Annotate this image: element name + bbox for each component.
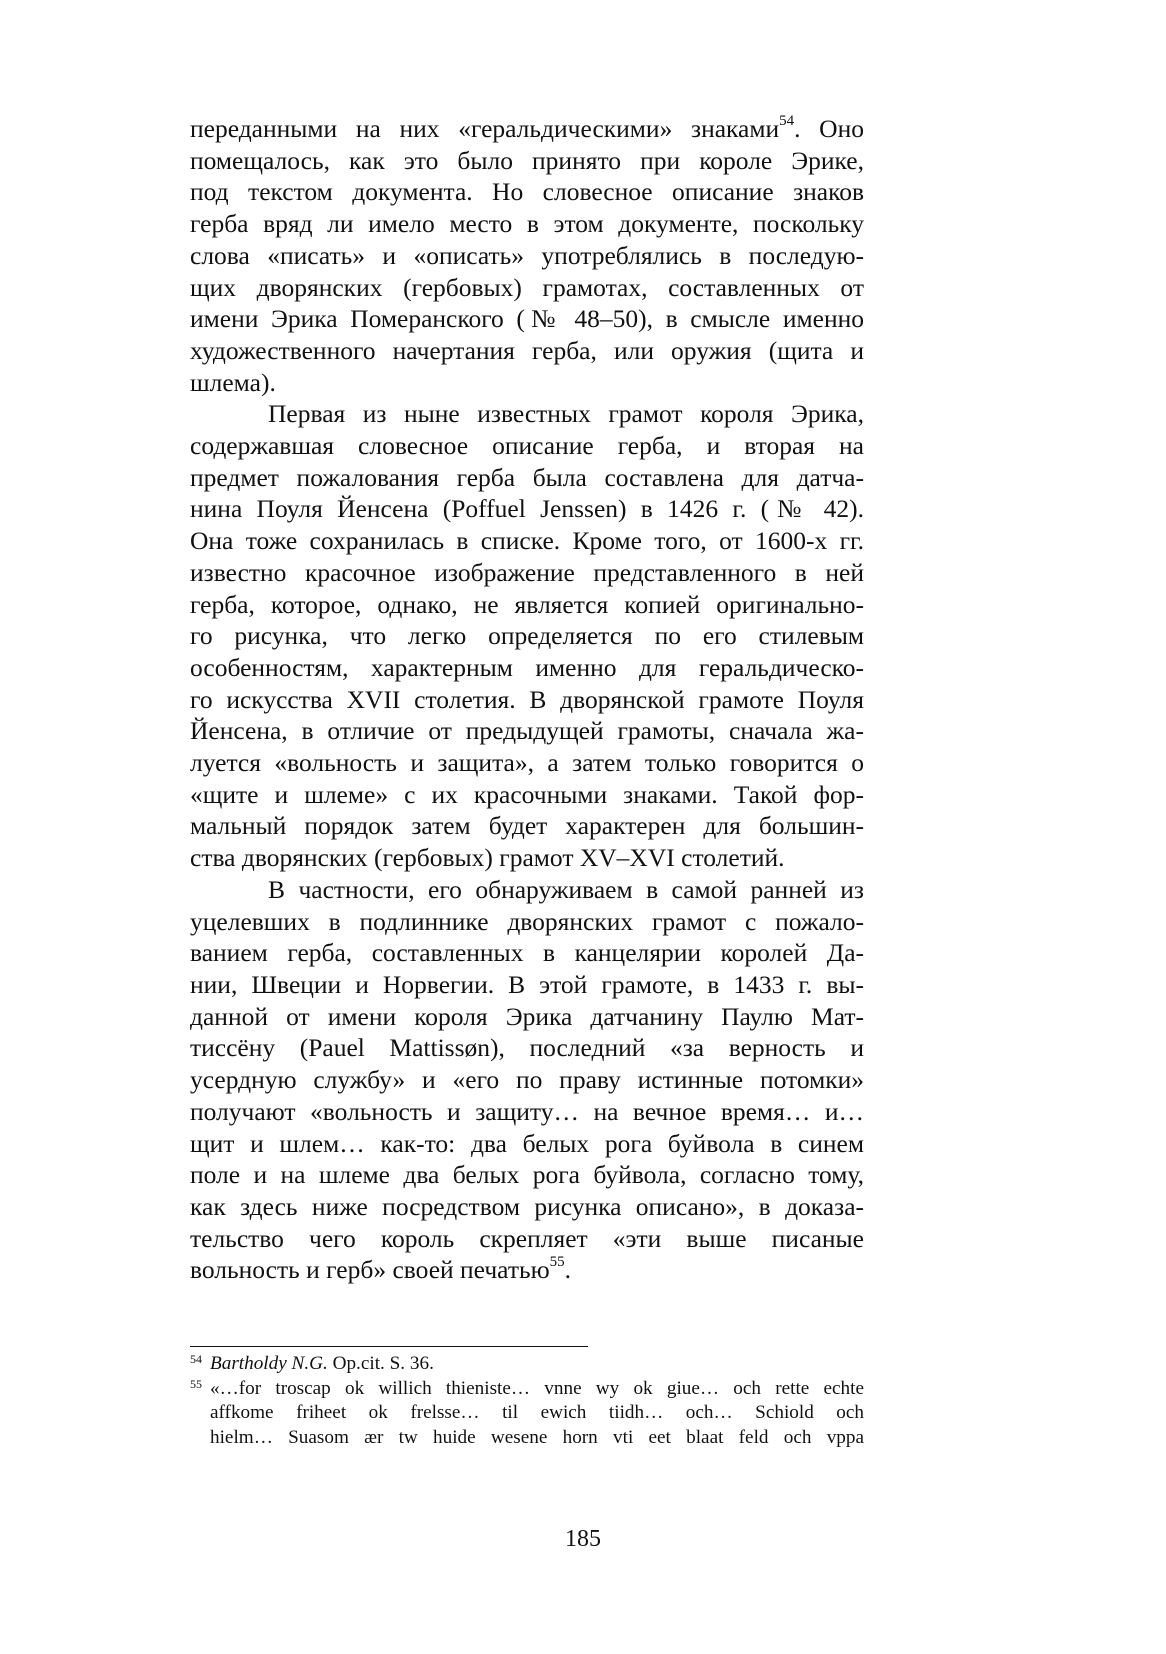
page-number: 185 bbox=[565, 1526, 601, 1552]
text-line: уцелевших в подлиннике дворянских грамот с пожало- bbox=[190, 906, 864, 936]
text-line: данной от имени короля Эрика датчанину Паулю Мат- bbox=[190, 1001, 864, 1031]
text-line: как здесь ниже посредством рисунка описано», в доказа- bbox=[190, 1191, 864, 1221]
text-line: герба вряд ли имело место в этом документе, поскольку bbox=[190, 209, 864, 239]
text-line: переданными на них «геральдическими» знаками$^{54}$. Оно bbox=[190, 112, 864, 143]
text-line: го рисунка, что легко определяется по его стилевым bbox=[190, 621, 864, 651]
text-line: вольность и герб» своей печатью$^{55}$. bbox=[190, 1253, 572, 1285]
text-line: тельство чего король скрепляет «эти выше писаные bbox=[190, 1223, 864, 1253]
footnote-line: hielm… Suasom ær tw huide wesene horn vti eet blaat feld och vppa bbox=[210, 1426, 864, 1448]
footnote-line: affkome friheet ok frelsse… til ewich tiidh… och… Schiold och bbox=[210, 1402, 864, 1423]
text-line: под текстом документа. Но словесное описание знаков bbox=[190, 177, 864, 207]
footnote-author: Bartholdy N.G. bbox=[210, 1353, 328, 1374]
text-line: художественного начертания герба, или оружия (щита и bbox=[190, 335, 864, 365]
footnote-54 bbox=[190, 1352, 864, 1377]
paragraph-first-line: В частности, его обнаруживаем в самой ранней из bbox=[268, 874, 864, 904]
text-line: тиссёну (Pauel Mattissøn), последний «за верность и bbox=[190, 1033, 864, 1063]
footnote-ref-55: 55 bbox=[549, 1253, 565, 1270]
text-line: получают «вольность и защиту… на вечное время… и… bbox=[190, 1096, 864, 1126]
text-line: поле и на шлеме два белых рога буйвола, согласно тому, bbox=[190, 1160, 864, 1190]
text-line: луется «вольность и защита», а затем только говорится о bbox=[190, 748, 864, 778]
text-line: имени Эрика Померанского (№ 48–50), в смысле именно bbox=[190, 304, 864, 334]
text-line: щит и шлем… как-то: два белых рога буйвола в синем bbox=[190, 1128, 864, 1158]
footnote-ref-54: 54 bbox=[779, 112, 795, 129]
footnote-mark: 55 bbox=[190, 1376, 202, 1391]
text-line: ства дворянских (гербовых) грамот XV–XVI столетий. bbox=[190, 843, 785, 873]
footnotes bbox=[190, 1352, 864, 1450]
text-line: нина Поуля Йенсена (Poffuel Jenssen) в 1426 г. (№ 42). bbox=[190, 494, 864, 524]
text-line: го искусства XVII столетия. В дворянской грамоте Поуля bbox=[190, 684, 864, 714]
text-line: известно красочное изображение представленного в ней bbox=[190, 557, 864, 587]
text-line: усердную службу» и «его по праву истинные потомки» bbox=[190, 1065, 864, 1095]
main-text bbox=[190, 113, 864, 1286]
footnote-mark: 54 bbox=[190, 1352, 202, 1366]
footnote-separator bbox=[190, 1346, 588, 1347]
text-line: Йенсена, в отличие от предыдущей грамоты, сначала жа- bbox=[190, 716, 864, 746]
text-line: слова «писать» и «описать» употреблялись в последую- bbox=[190, 240, 864, 270]
text-line: помещалось, как это было принято при короле Эрике, bbox=[190, 145, 864, 175]
text-line: Она тоже сохранилась в списке. Кроме того, от 1600-х гг. bbox=[190, 526, 864, 556]
text-line: шлема). bbox=[190, 367, 276, 397]
text-line: ванием герба, составленных в канцелярии королей Да- bbox=[190, 938, 864, 968]
text-line: «щите и шлеме» с их красочными знаками. Такой фор- bbox=[190, 779, 864, 809]
text-line: щих дворянских (гербовых) грамотах, составленных от bbox=[190, 272, 864, 302]
text-line: содержавшая словесное описание герба, и вторая на bbox=[190, 431, 864, 461]
footnote-55 bbox=[190, 1377, 864, 1451]
footnote-line: Bartholdy N.G. Op.cit. S. 36. bbox=[210, 1353, 434, 1374]
text-line: нии, Швеции и Норвегии. В этой грамоте, в 1433 г. вы- bbox=[190, 969, 864, 999]
paragraph-first-line: Первая из ныне известных грамот короля Эрика, bbox=[268, 399, 864, 429]
footnote-line: «…for troscap ok willich thieniste… vnne wy ok giue… och rette echte bbox=[210, 1377, 864, 1399]
text-line: герба, которое, однако, не является копией оригинально- bbox=[190, 589, 864, 619]
text-line: предмет пожалования герба была составлена для датча- bbox=[190, 462, 864, 492]
text-line: особенностям, характерным именно для геральдическо- bbox=[190, 652, 864, 682]
text-line: мальный порядок затем будет характерен для большин- bbox=[190, 811, 864, 841]
